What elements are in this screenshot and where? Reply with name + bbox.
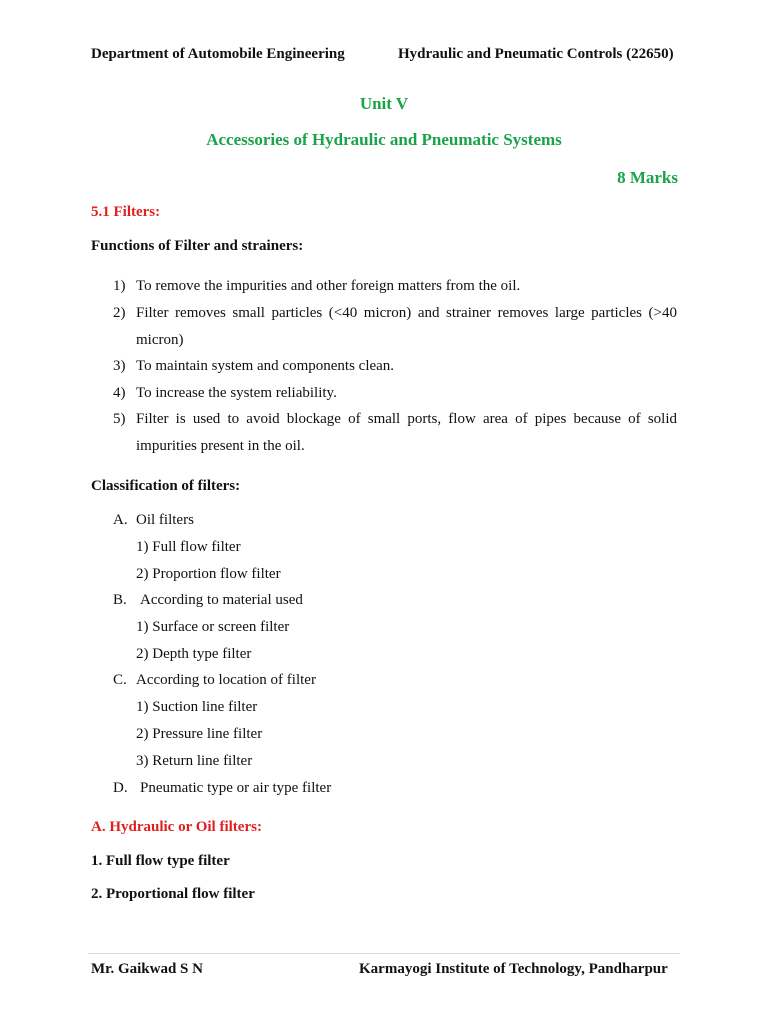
functions-heading: Functions of Filter and strainers: xyxy=(91,238,304,254)
function-number: 2) xyxy=(113,305,126,321)
header-department: Department of Automobile Engineering xyxy=(91,46,345,62)
item-heading: 1. Full flow type filter xyxy=(91,853,230,869)
function-text: To maintain system and components clean. xyxy=(136,358,395,374)
classification-subitem: 2) Depth type filter xyxy=(136,646,252,662)
classification-letter: D. xyxy=(113,780,128,796)
footer-institute: Karmayogi Institute of Technology, Pandharpur xyxy=(359,961,668,977)
subsection-heading: A. Hydraulic or Oil filters: xyxy=(91,819,262,835)
function-text-continued: impurities present in the oil. xyxy=(136,438,305,454)
classification-subitem: 1) Surface or screen filter xyxy=(136,619,290,635)
classification-label: According to material used xyxy=(140,592,303,608)
function-number: 3) xyxy=(113,358,126,374)
classification-subitem: 2) Proportion flow filter xyxy=(136,566,281,582)
footer-author: Mr. Gaikwad S N xyxy=(91,961,203,977)
classification-heading: Classification of filters: xyxy=(91,478,241,494)
section-heading: 5.1 Filters: xyxy=(91,204,161,220)
unit-heading: Unit V xyxy=(359,94,409,113)
function-text: To remove the impurities and other foreign matters from the oil. xyxy=(136,278,521,294)
classification-label: According to location of filter xyxy=(136,672,316,688)
function-number: 1) xyxy=(113,278,126,294)
classification-letter: B. xyxy=(113,592,127,608)
marks-label: 8 Marks xyxy=(617,168,678,187)
function-number: 4) xyxy=(113,385,126,401)
function-text-continued: micron) xyxy=(136,332,184,348)
function-text: Filter removes small particles (<40 micron) and strainer removes large particles (>40 xyxy=(136,305,677,321)
classification-letter: A. xyxy=(113,512,128,528)
classification-label: Pneumatic type or air type filter xyxy=(140,780,332,796)
function-text: To increase the system reliability. xyxy=(136,385,337,401)
classification-letter: C. xyxy=(113,672,127,688)
classification-subitem: 2) Pressure line filter xyxy=(136,726,263,742)
footer-divider xyxy=(88,953,680,954)
classification-subitem: 3) Return line filter xyxy=(136,753,253,769)
classification-subitem: 1) Full flow filter xyxy=(136,539,241,555)
page-title: Accessories of Hydraulic and Pneumatic Systems xyxy=(206,130,562,149)
classification-label: Oil filters xyxy=(136,512,194,528)
function-text: Filter is used to avoid blockage of small ports, flow area of pipes because of solid xyxy=(136,411,677,427)
classification-subitem: 1) Suction line filter xyxy=(136,699,258,715)
function-number: 5) xyxy=(113,411,126,427)
header-course: Hydraulic and Pneumatic Controls (22650) xyxy=(398,46,674,62)
item-heading: 2. Proportional flow filter xyxy=(91,886,255,902)
